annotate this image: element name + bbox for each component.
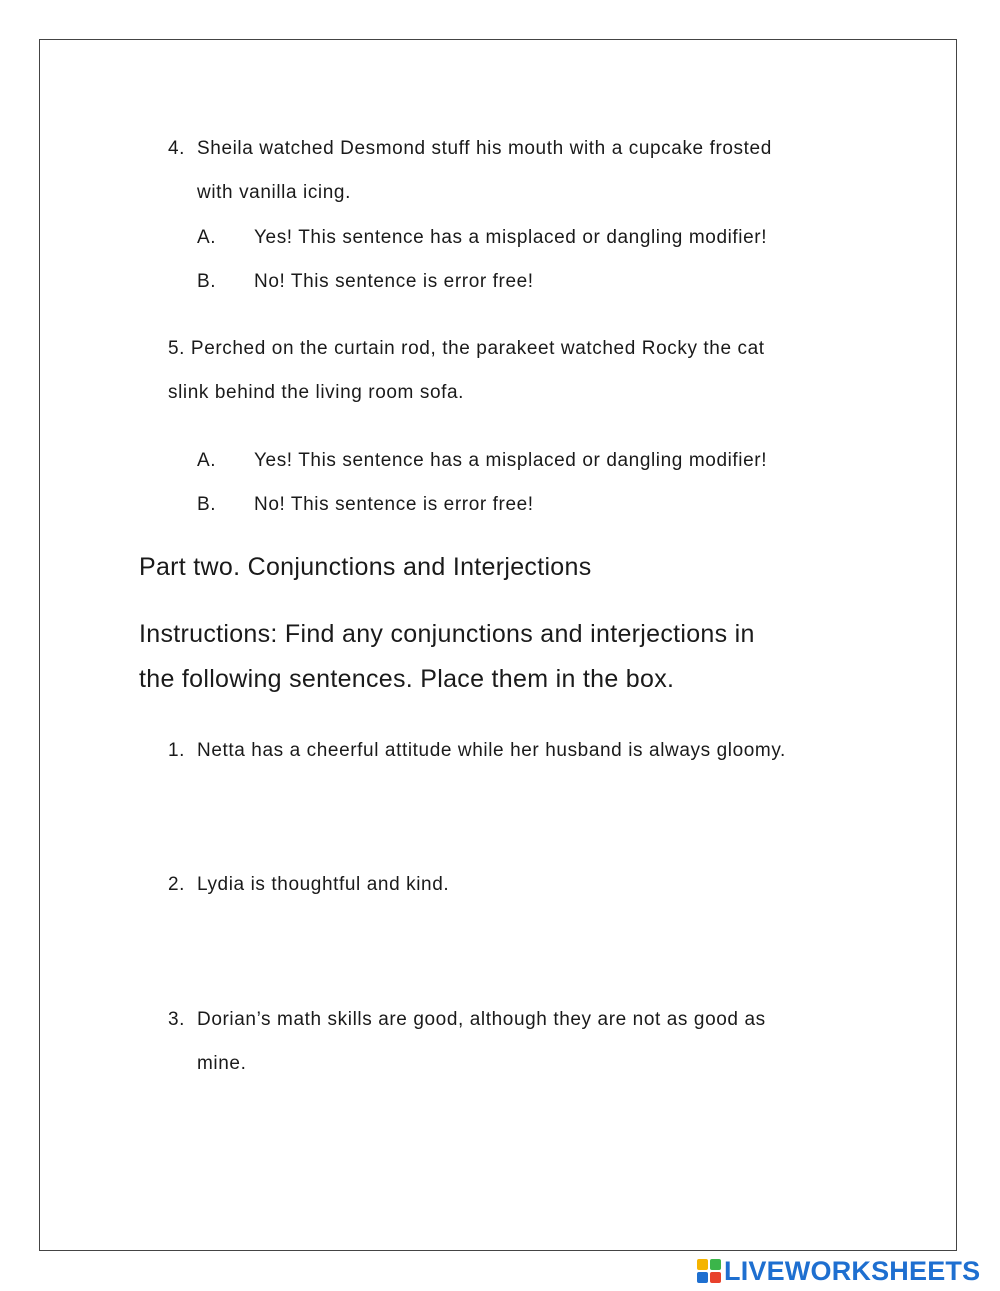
sentence-3-answer-box[interactable] bbox=[168, 1097, 828, 1133]
sentence-2-number: 2. bbox=[168, 874, 186, 895]
instructions-line2: the following sentences. Place them in the box. bbox=[139, 665, 675, 693]
logo-text: LIVEWORKSHEETS bbox=[724, 1255, 981, 1286]
option-text: No! This sentence is error free! bbox=[254, 271, 534, 292]
question-4-text-line2: with vanilla icing. bbox=[197, 182, 351, 203]
liveworksheets-logo[interactable] bbox=[697, 1256, 980, 1286]
sentence-3-number: 3. bbox=[168, 1009, 186, 1030]
option-letter: A. bbox=[197, 227, 217, 248]
option-letter: B. bbox=[197, 271, 217, 292]
option-letter: A. bbox=[197, 450, 217, 471]
sentence-1-text: Netta has a cheerful attitude while her husband is always gloomy. bbox=[197, 740, 786, 761]
option-letter: B. bbox=[197, 494, 217, 515]
sentence-1-answer-box[interactable] bbox=[168, 784, 828, 820]
sentence-3-text-line2: mine. bbox=[197, 1053, 247, 1074]
question-4-text-line1: Sheila watched Desmond stuff his mouth with a cupcake frosted bbox=[197, 138, 772, 159]
part-two-heading: Part two. Conjunctions and Interjections bbox=[139, 553, 592, 581]
sentence-2-answer-box[interactable] bbox=[168, 918, 828, 954]
question-4-number: 4. bbox=[168, 138, 186, 159]
sentence-3-text-line1: Dorian’s math skills are good, although they are not as good as bbox=[197, 1009, 766, 1030]
sentence-1-number: 1. bbox=[168, 740, 186, 761]
option-text: No! This sentence is error free! bbox=[254, 494, 534, 515]
sentence-2-text: Lydia is thoughtful and kind. bbox=[197, 874, 450, 895]
option-text: Yes! This sentence has a misplaced or dangling modifier! bbox=[254, 450, 768, 471]
instructions-line1: Instructions: Find any conjunctions and interjections in bbox=[139, 620, 755, 648]
question-5-text-line1: 5. Perched on the curtain rod, the parakeet watched Rocky the cat bbox=[168, 338, 765, 359]
option-text: Yes! This sentence has a misplaced or dangling modifier! bbox=[254, 227, 768, 248]
logo-mark-icon bbox=[697, 1259, 721, 1283]
question-5-text-line2: slink behind the living room sofa. bbox=[168, 382, 465, 403]
